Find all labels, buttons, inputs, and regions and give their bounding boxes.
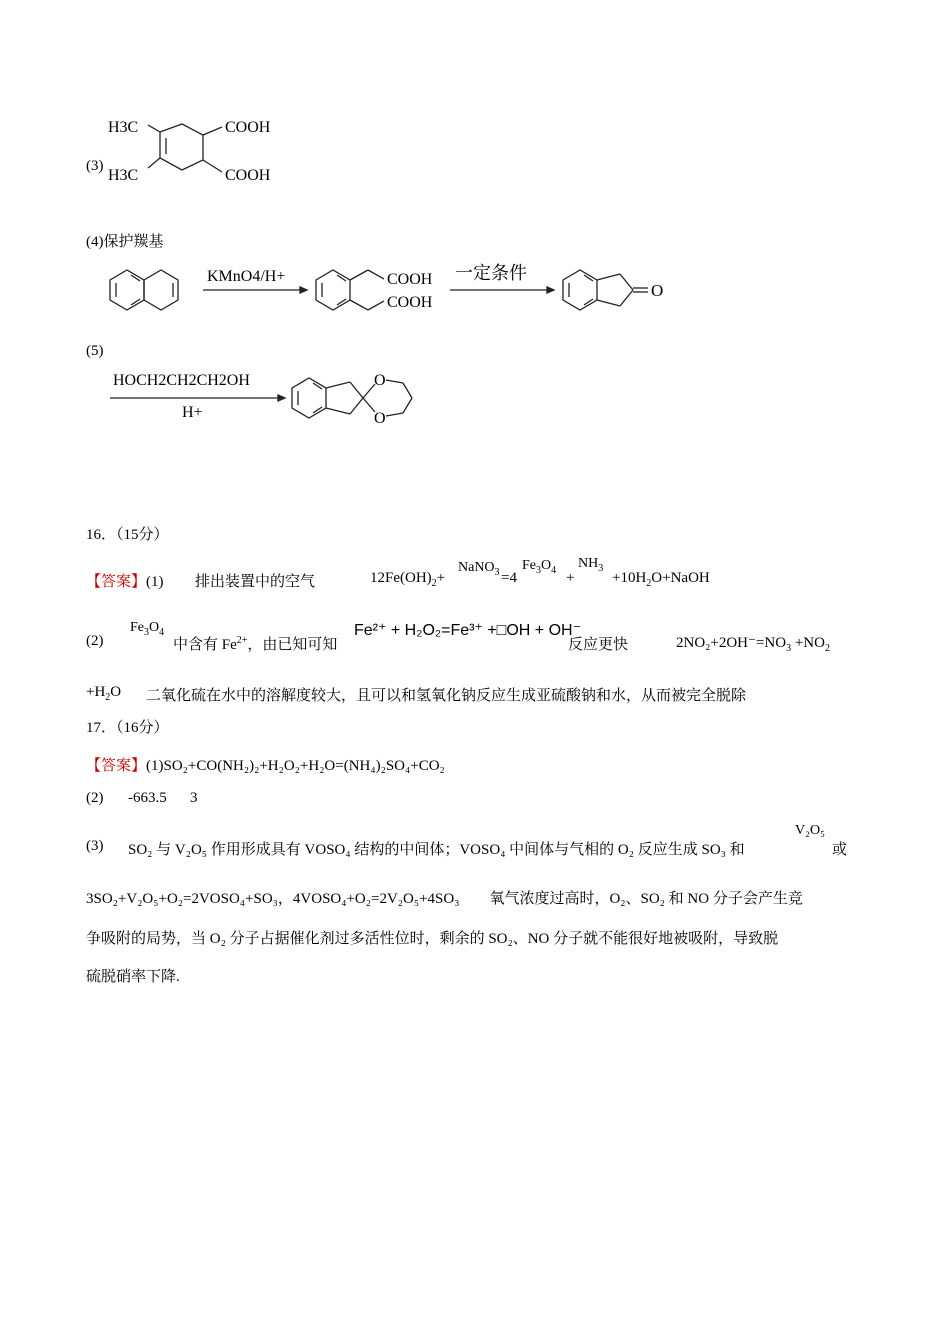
l2-eq2-b: +NO bbox=[791, 635, 825, 651]
q17-l2-val1: -663.5 bbox=[128, 790, 167, 806]
ketal-oxygen-top: O bbox=[374, 372, 386, 389]
part4-label: (4)保护羰基 bbox=[86, 234, 164, 250]
reaction-scheme-part4 bbox=[100, 255, 690, 330]
q16-line1 bbox=[86, 570, 164, 591]
q16-l1-eq: $12Fe(OH)_2+$ bbox=[370, 570, 446, 589]
nh3-text: NH bbox=[578, 556, 599, 571]
q16-l2-fe3o4: $Fe_3O_4$ bbox=[130, 620, 165, 638]
h3c-top-label: H3C bbox=[108, 119, 139, 136]
eq-tail-b: O+NaOH bbox=[651, 570, 710, 586]
l2-text1: 中含有 Fe bbox=[173, 637, 237, 653]
q16-heading: 16．（15分） bbox=[86, 527, 169, 543]
q17-l2-val2: 3 bbox=[190, 790, 198, 806]
q16-answer-tag: 【答案】 bbox=[86, 574, 147, 590]
fe3o4-text: Fe bbox=[522, 558, 536, 573]
mid-cooh-bottom: COOH bbox=[387, 294, 433, 311]
structure-part3 bbox=[100, 110, 300, 190]
q16-l1-tail: $+10H_2O+NaOH$ bbox=[612, 570, 710, 589]
q16-l3-text: 二氧化硫在水中的溶解度较大，且可以和氢氧化钠反应生成亚硫酸钠和水，从而被完全脱除 bbox=[146, 688, 747, 704]
q16-l2-text1: 中含有 $Fe^{2+}$，由已知可知 bbox=[173, 635, 338, 653]
l3-h2o-a: +H bbox=[86, 684, 106, 700]
q17-l1: (1)SO₂+CO(NH₂)₂+H₂O₂+H₂O=(NH₄)₂SO₄+CO₂ bbox=[146, 758, 445, 774]
q16-nano3: NaNO$_3$ bbox=[458, 560, 500, 578]
arrow1-reagent: KMnO4/H+ bbox=[207, 268, 286, 285]
part5-label: (5) bbox=[86, 343, 104, 359]
eq-plus: + bbox=[436, 570, 446, 586]
nano3-text: NaNO bbox=[458, 560, 495, 575]
part3-label: (3) bbox=[86, 158, 104, 174]
indanone-oxygen: O bbox=[651, 281, 664, 300]
l2-fe3o4-text: Fe bbox=[130, 620, 144, 635]
q17-v2o5: V₂O₅ bbox=[795, 823, 825, 838]
q17-l5: 争吸附的局势，当 O₂ 分子占据催化剂过多活性位时，剩余的 SO₂、NO 分子就不能很好地被吸附，导致脱 bbox=[86, 931, 779, 947]
q16-eq4: =4 bbox=[501, 570, 517, 586]
ketal-oxygen-bottom: O bbox=[374, 410, 386, 427]
part5-catalyst: H+ bbox=[182, 404, 203, 421]
arrow2-condition: 一定条件 bbox=[455, 263, 527, 283]
q17-l3-or: 或 bbox=[832, 842, 848, 858]
q17-l6: 硫脱硝率下降. bbox=[86, 969, 180, 985]
q17-line1 bbox=[86, 754, 445, 775]
q16-l2-text3: 反应更快 bbox=[568, 637, 629, 653]
q16-plus2: + bbox=[566, 570, 575, 586]
q16-fe3o4: $Fe_3O_4$ bbox=[522, 558, 557, 576]
l2-text2: ，由已知可知 bbox=[247, 637, 338, 653]
part5-reagent: HOCH2CH2CH2OH bbox=[113, 372, 250, 389]
q16-nh3: $NH_3$ bbox=[578, 556, 604, 574]
q17-l3-text: SO₂ 与 V₂O₅ 作用形成具有 VOSO₄ 结构的中间体；VOSO₄ 中间体与气相的 O₂ 反应生成 SO₃ 和 bbox=[128, 842, 745, 858]
q16-l2-num: (2) bbox=[86, 633, 104, 649]
q16-l1-num: (1) bbox=[146, 574, 164, 590]
l2-eq2-a: 2NO₂+2OH⁻=NO bbox=[676, 635, 787, 651]
q16-l1-text: 排出装置中的空气 bbox=[195, 574, 316, 590]
q17-answer-tag: 【答案】 bbox=[86, 758, 147, 774]
cooh-top-label: COOH bbox=[225, 119, 271, 136]
reaction-scheme-part5 bbox=[100, 365, 460, 435]
h3c-bottom-label: H3C bbox=[108, 167, 139, 184]
mid-cooh-top: COOH bbox=[387, 271, 433, 288]
eq-feoh: 12Fe(OH) bbox=[370, 570, 432, 586]
q16-l2-eq: Fe²⁺ + H₂O₂=Fe³⁺ +□OH + OH⁻ bbox=[354, 622, 582, 639]
q16-l2-eq2: $2NO_2+2OH^-=NO_3 +NO_2$ bbox=[676, 635, 830, 654]
eq-tail-a: +10H bbox=[612, 570, 647, 586]
l3-h2o-b: O bbox=[110, 684, 122, 700]
q17-l3-num: (3) bbox=[86, 838, 104, 854]
q17-heading: 17．（16分） bbox=[86, 720, 169, 736]
q17-l2-num: (2) bbox=[86, 790, 104, 806]
q16-line3: $+H_2O$ bbox=[86, 684, 122, 703]
q17-l4: 3SO₂+V₂O₅+O₂=2VOSO₄+SO₃，4VOSO₄+O₂=2V₂O₅+4SO₃ 氧气浓度过高时，O₂、SO₂ 和 NO 分子会产生竞 bbox=[86, 891, 803, 907]
cooh-bottom-label: COOH bbox=[225, 167, 271, 184]
